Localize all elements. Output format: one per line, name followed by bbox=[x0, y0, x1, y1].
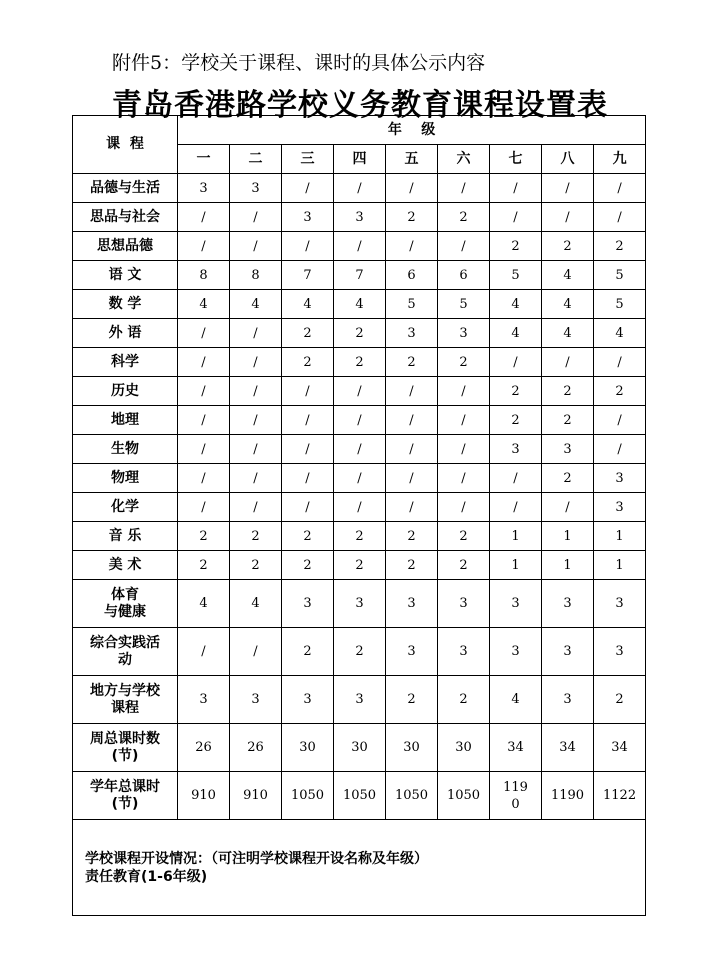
hours-cell: 2 bbox=[282, 551, 334, 580]
hours-cell: 4 bbox=[542, 290, 594, 319]
table-row bbox=[73, 493, 646, 522]
table-row bbox=[73, 464, 646, 493]
hours-cell: / bbox=[386, 493, 438, 522]
course-header: 课 程 bbox=[73, 116, 178, 174]
hours-cell: 7 bbox=[282, 261, 334, 290]
hours-cell: / bbox=[334, 435, 386, 464]
hours-cell: 1122 bbox=[594, 772, 646, 820]
table-row bbox=[73, 435, 646, 464]
hours-cell: / bbox=[542, 203, 594, 232]
hours-cell: 3 bbox=[490, 628, 542, 676]
hours-cell: 3 bbox=[594, 580, 646, 628]
hours-cell: / bbox=[230, 319, 282, 348]
hours-cell: 2 bbox=[334, 551, 386, 580]
table-row bbox=[73, 203, 646, 232]
course-label: 周总课时数 (节) bbox=[73, 724, 178, 772]
hours-cell: / bbox=[334, 232, 386, 261]
hours-cell: 4 bbox=[490, 290, 542, 319]
hours-cell: 2 bbox=[438, 676, 490, 724]
hours-cell: 7 bbox=[334, 261, 386, 290]
course-label: 音 乐 bbox=[73, 522, 178, 551]
hours-cell: 4 bbox=[542, 319, 594, 348]
hours-cell: 5 bbox=[594, 261, 646, 290]
hours-cell: 4 bbox=[230, 290, 282, 319]
hours-cell: / bbox=[178, 203, 230, 232]
hours-cell: 2 bbox=[438, 348, 490, 377]
hours-cell: 3 bbox=[178, 676, 230, 724]
school-course-notes bbox=[73, 820, 646, 916]
hours-cell: 2 bbox=[438, 203, 490, 232]
hours-cell: / bbox=[282, 493, 334, 522]
hours-cell: / bbox=[490, 493, 542, 522]
hours-cell: 2 bbox=[334, 348, 386, 377]
hours-cell: / bbox=[230, 348, 282, 377]
hours-cell: 3 bbox=[230, 676, 282, 724]
table-row bbox=[73, 628, 646, 676]
hours-cell: / bbox=[178, 319, 230, 348]
table-row bbox=[73, 406, 646, 435]
hours-cell: 1190 bbox=[542, 772, 594, 820]
hours-cell: 2 bbox=[334, 522, 386, 551]
hours-cell: 1050 bbox=[386, 772, 438, 820]
hours-cell: / bbox=[334, 406, 386, 435]
hours-cell: 3 bbox=[386, 628, 438, 676]
course-label: 地理 bbox=[73, 406, 178, 435]
hours-cell: 2 bbox=[386, 522, 438, 551]
hours-cell: / bbox=[490, 203, 542, 232]
course-label: 体育 与健康 bbox=[73, 580, 178, 628]
hours-cell: 5 bbox=[438, 290, 490, 319]
hours-cell: / bbox=[230, 232, 282, 261]
hours-cell: / bbox=[386, 377, 438, 406]
table-row bbox=[73, 580, 646, 628]
hours-cell: 2 bbox=[178, 522, 230, 551]
course-label: 化学 bbox=[73, 493, 178, 522]
grade-cell: 八 bbox=[542, 145, 594, 174]
hours-cell: 3 bbox=[542, 676, 594, 724]
hours-cell: 2 bbox=[542, 464, 594, 493]
hours-cell: / bbox=[386, 232, 438, 261]
hours-cell: / bbox=[594, 406, 646, 435]
hours-cell: 2 bbox=[230, 522, 282, 551]
hours-cell: / bbox=[334, 174, 386, 203]
hours-cell: 30 bbox=[386, 724, 438, 772]
hours-cell: 2 bbox=[490, 377, 542, 406]
hours-cell: 5 bbox=[490, 261, 542, 290]
hours-cell: 3 bbox=[178, 174, 230, 203]
notes-line-1: 学校课程开设情况：（可注明学校课程开设名称及年级） bbox=[85, 851, 428, 867]
grade-cell: 三 bbox=[282, 145, 334, 174]
hours-cell: 2 bbox=[542, 377, 594, 406]
hours-cell: / bbox=[594, 203, 646, 232]
hours-cell: 4 bbox=[490, 676, 542, 724]
course-label: 学年总课时 (节) bbox=[73, 772, 178, 820]
hours-cell: 1 bbox=[542, 522, 594, 551]
hours-cell: 2 bbox=[438, 551, 490, 580]
hours-cell: / bbox=[386, 174, 438, 203]
hours-cell: 1 bbox=[542, 551, 594, 580]
hours-cell: / bbox=[542, 493, 594, 522]
hours-cell: / bbox=[542, 174, 594, 203]
hours-cell: 4 bbox=[334, 290, 386, 319]
hours-cell: 2 bbox=[178, 551, 230, 580]
hours-cell: / bbox=[282, 174, 334, 203]
hours-cell: 2 bbox=[386, 551, 438, 580]
hours-cell: / bbox=[178, 232, 230, 261]
hours-cell: 2 bbox=[490, 406, 542, 435]
table-row bbox=[73, 232, 646, 261]
hours-cell: / bbox=[438, 406, 490, 435]
grade-cell: 七 bbox=[490, 145, 542, 174]
hours-cell: 30 bbox=[438, 724, 490, 772]
hours-cell: / bbox=[230, 493, 282, 522]
hours-cell: 3 bbox=[438, 580, 490, 628]
hours-cell: 4 bbox=[594, 319, 646, 348]
course-label: 地方与学校 课程 bbox=[73, 676, 178, 724]
hours-cell: / bbox=[542, 348, 594, 377]
hours-cell: 2 bbox=[386, 203, 438, 232]
course-label: 思想品德 bbox=[73, 232, 178, 261]
hours-cell: 8 bbox=[230, 261, 282, 290]
hours-cell: 1 bbox=[490, 551, 542, 580]
hours-cell: / bbox=[230, 203, 282, 232]
hours-cell: / bbox=[282, 377, 334, 406]
hours-cell: 2 bbox=[334, 628, 386, 676]
hours-cell: 3 bbox=[282, 580, 334, 628]
course-label: 科学 bbox=[73, 348, 178, 377]
grade-cell: 六 bbox=[438, 145, 490, 174]
hours-cell: / bbox=[334, 464, 386, 493]
hours-cell: / bbox=[178, 435, 230, 464]
hours-cell: / bbox=[230, 406, 282, 435]
hours-cell: 2 bbox=[282, 348, 334, 377]
hours-cell: 5 bbox=[386, 290, 438, 319]
hours-cell: 1 bbox=[490, 522, 542, 551]
hours-cell: / bbox=[334, 493, 386, 522]
table-row bbox=[73, 261, 646, 290]
table-row bbox=[73, 319, 646, 348]
course-label: 数 学 bbox=[73, 290, 178, 319]
hours-cell: / bbox=[490, 464, 542, 493]
curriculum-table bbox=[72, 115, 646, 916]
hours-cell: 3 bbox=[386, 580, 438, 628]
hours-cell: / bbox=[282, 232, 334, 261]
hours-cell: 4 bbox=[178, 580, 230, 628]
grade-cell: 九 bbox=[594, 145, 646, 174]
hours-cell: / bbox=[594, 348, 646, 377]
hours-cell: / bbox=[230, 435, 282, 464]
hours-cell: / bbox=[386, 406, 438, 435]
hours-cell: / bbox=[230, 377, 282, 406]
course-label: 语 文 bbox=[73, 261, 178, 290]
hours-cell: 30 bbox=[334, 724, 386, 772]
hours-cell: / bbox=[594, 174, 646, 203]
course-label: 思品与社会 bbox=[73, 203, 178, 232]
hours-cell: / bbox=[178, 628, 230, 676]
hours-cell: 3 bbox=[438, 319, 490, 348]
hours-cell: 2 bbox=[230, 551, 282, 580]
hours-cell: 1050 bbox=[438, 772, 490, 820]
hours-cell: 1050 bbox=[334, 772, 386, 820]
hours-cell: / bbox=[594, 435, 646, 464]
table-row bbox=[73, 174, 646, 203]
hours-cell: 1050 bbox=[282, 772, 334, 820]
hours-cell: 2 bbox=[282, 628, 334, 676]
hours-cell: 34 bbox=[542, 724, 594, 772]
course-label: 外 语 bbox=[73, 319, 178, 348]
table-row bbox=[73, 290, 646, 319]
hours-cell: 1 bbox=[594, 522, 646, 551]
hours-cell: 3 bbox=[542, 580, 594, 628]
table-row bbox=[73, 348, 646, 377]
hours-cell: 34 bbox=[594, 724, 646, 772]
hours-cell: 26 bbox=[230, 724, 282, 772]
hours-cell: 5 bbox=[594, 290, 646, 319]
hours-cell: 3 bbox=[542, 628, 594, 676]
hours-cell: 910 bbox=[230, 772, 282, 820]
table-row bbox=[73, 772, 646, 820]
hours-cell: 4 bbox=[282, 290, 334, 319]
hours-cell: 3 bbox=[490, 435, 542, 464]
course-label: 物理 bbox=[73, 464, 178, 493]
hours-cell: 3 bbox=[282, 676, 334, 724]
hours-cell: 3 bbox=[490, 580, 542, 628]
hours-cell: / bbox=[178, 348, 230, 377]
hours-cell: 26 bbox=[178, 724, 230, 772]
hours-cell: 4 bbox=[542, 261, 594, 290]
hours-cell: 3 bbox=[542, 435, 594, 464]
table-row bbox=[73, 522, 646, 551]
hours-cell: 3 bbox=[334, 580, 386, 628]
hours-cell: / bbox=[438, 377, 490, 406]
page-title: 青岛香港路学校义务教育课程设置表 bbox=[112, 88, 608, 123]
hours-cell: 2 bbox=[386, 676, 438, 724]
course-label: 美 术 bbox=[73, 551, 178, 580]
hours-cell: 6 bbox=[386, 261, 438, 290]
grade-cell: 一 bbox=[178, 145, 230, 174]
hours-cell: / bbox=[178, 493, 230, 522]
hours-cell: / bbox=[438, 174, 490, 203]
grade-cell: 五 bbox=[386, 145, 438, 174]
attachment-note: 附件5：学校关于课程、课时的具体公示内容 bbox=[112, 52, 486, 74]
hours-cell: 2 bbox=[594, 676, 646, 724]
hours-cell: 4 bbox=[490, 319, 542, 348]
hours-cell: / bbox=[490, 174, 542, 203]
hours-cell: 2 bbox=[490, 232, 542, 261]
hours-cell: / bbox=[490, 348, 542, 377]
grade-cell: 四 bbox=[334, 145, 386, 174]
hours-cell: 2 bbox=[594, 377, 646, 406]
table-row bbox=[73, 724, 646, 772]
hours-cell: / bbox=[178, 377, 230, 406]
hours-cell: / bbox=[282, 435, 334, 464]
hours-cell: 30 bbox=[282, 724, 334, 772]
hours-cell: 2 bbox=[282, 522, 334, 551]
hours-cell: 4 bbox=[230, 580, 282, 628]
hours-cell: / bbox=[282, 406, 334, 435]
hours-cell: 2 bbox=[334, 319, 386, 348]
hours-cell: 1 bbox=[594, 551, 646, 580]
hours-cell: / bbox=[438, 493, 490, 522]
hours-cell: 3 bbox=[334, 203, 386, 232]
hours-cell: / bbox=[438, 232, 490, 261]
hours-cell: 119 0 bbox=[490, 772, 542, 820]
hours-cell: / bbox=[386, 464, 438, 493]
hours-cell: 3 bbox=[594, 628, 646, 676]
hours-cell: 4 bbox=[178, 290, 230, 319]
hours-cell: / bbox=[282, 464, 334, 493]
hours-cell: 3 bbox=[282, 203, 334, 232]
hours-cell: / bbox=[230, 628, 282, 676]
hours-cell: / bbox=[386, 435, 438, 464]
hours-cell: 3 bbox=[230, 174, 282, 203]
hours-cell: 2 bbox=[542, 232, 594, 261]
grade-header: 年 级 bbox=[178, 116, 646, 145]
table-row bbox=[73, 551, 646, 580]
hours-cell: / bbox=[178, 464, 230, 493]
course-label: 品德与生活 bbox=[73, 174, 178, 203]
hours-cell: / bbox=[334, 377, 386, 406]
course-label: 生物 bbox=[73, 435, 178, 464]
hours-cell: / bbox=[438, 435, 490, 464]
table-row bbox=[73, 377, 646, 406]
hours-cell: 3 bbox=[386, 319, 438, 348]
hours-cell: 3 bbox=[594, 464, 646, 493]
hours-cell: 2 bbox=[594, 232, 646, 261]
hours-cell: 2 bbox=[282, 319, 334, 348]
hours-cell: 8 bbox=[178, 261, 230, 290]
course-label: 综合实践活 动 bbox=[73, 628, 178, 676]
hours-cell: 910 bbox=[178, 772, 230, 820]
hours-cell: 2 bbox=[386, 348, 438, 377]
course-label: 历史 bbox=[73, 377, 178, 406]
hours-cell: 3 bbox=[594, 493, 646, 522]
hours-cell: / bbox=[178, 406, 230, 435]
hours-cell: 3 bbox=[334, 676, 386, 724]
hours-cell: 2 bbox=[542, 406, 594, 435]
hours-cell: 3 bbox=[438, 628, 490, 676]
grade-cell: 二 bbox=[230, 145, 282, 174]
hours-cell: / bbox=[230, 464, 282, 493]
table-row bbox=[73, 676, 646, 724]
hours-cell: 2 bbox=[438, 522, 490, 551]
hours-cell: 6 bbox=[438, 261, 490, 290]
hours-cell: / bbox=[438, 464, 490, 493]
notes-line-2: 责任教育(1-6年级) bbox=[85, 869, 208, 885]
hours-cell: 34 bbox=[490, 724, 542, 772]
